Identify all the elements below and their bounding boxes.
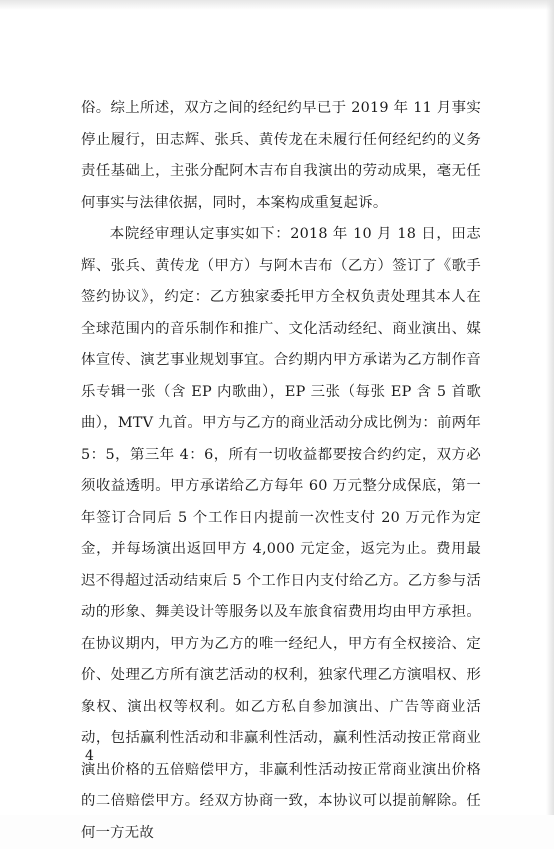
paragraph-court-findings: 本院经审理认定事实如下：2018 年 10 月 18 日，田志辉、张兵、黄传龙（甲方）与阿木吉布（乙方）签订了《歌手签约协议》，约定：乙方独家委托甲方全权负责处理其本人在全球范围内的音乐制作和推广、文化活动经纪、商业演出、媒体宣传、演艺事业规划事宜。合约期内甲方承诺为乙方制作音乐专辑一张（含 EP 内歌曲），EP 三张（每张 EP 含 5 首歌曲），MTV 九首。甲方与乙方的商业活动分成比例为：前两年 5：5，第三年 4：6，所有一切收益都要按合约约定，双方必须收益透明。甲方承诺给乙方每年 60 万元整分成保底，第一年签订合同后 5 个工作日内提前一次性支付 20 万元作为定金，并每场演出返回甲方 4,000 元定金，返完为止。费用最迟不得超过活动结束后 5 个工作日内支付给乙方。乙方参与活动的形象、舞美设计等服务以及车旅食宿费用均由甲方承担。在协议期内，甲方为乙方的唯一经纪人，甲方有全权接洽、定价、处理乙方所有演艺活动的权利，独家代理乙方演唱权、形象权、演出权等权利。如乙方私自参加演出、广告等商业活动，包括赢利性活动和非赢利性活动，赢利性活动按正常商业演出价格的五倍赔偿甲方，非赢利性活动按正常商业演出价格的二倍赔偿甲方。经双方协商一致，本协议可以提前解除。任何一方无故 [81,226,481,841]
paragraph-defendant-argument-conclusion: 俗。综上所述，双方之间的经纪约早已于 2019 年 11 月事实停止履行，田志辉、张兵、黄传龙在未履行任何经纪约的义务责任基础上，主张分配阿木吉布自我演出的劳动成果，毫无任何事实与法律依据，同时，本案构成重复起诉。 [81,100,481,211]
page-top-shadow [0,0,554,10]
document-body [81,93,481,849]
page-number: 4 [85,748,94,764]
page-right-shadow [546,0,554,815]
